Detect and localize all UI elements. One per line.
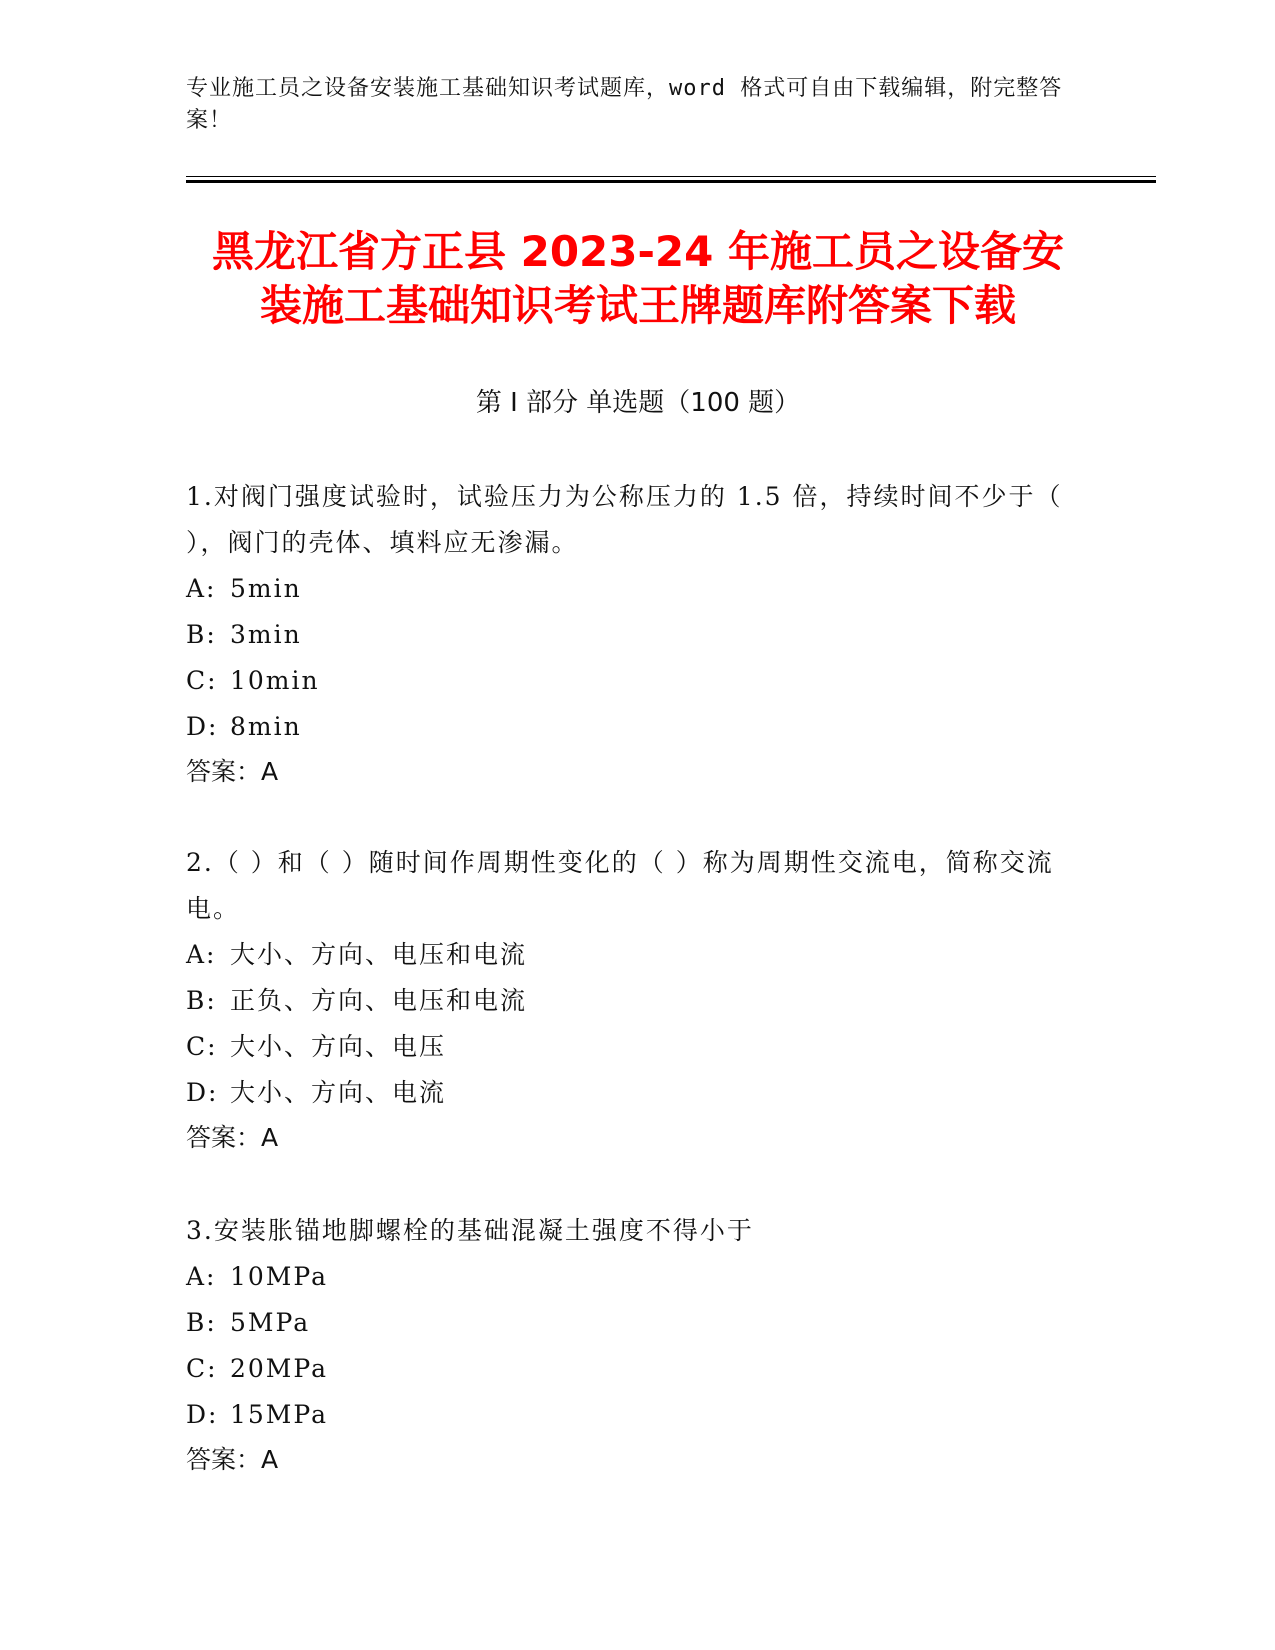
title-line-2: 装施工基础知识考试王牌题库附答案下载: [259, 281, 1016, 330]
option-a: [186, 1254, 1086, 1300]
option-a: [186, 566, 1086, 612]
question-1: [186, 474, 1086, 794]
option-letter: A:: [186, 574, 217, 603]
answer-line: 答案：A: [186, 1123, 279, 1152]
option-c: [186, 658, 1086, 704]
option-letter: C:: [186, 666, 218, 695]
option-letter: C:: [186, 1354, 218, 1383]
option-d: [186, 1392, 1086, 1438]
question-stem: 2.（ ）和（ ）随时间作周期性变化的（ ）称为周期性交流电，简称交流电。: [186, 848, 1054, 923]
question-2: [186, 840, 1086, 1160]
option-letter: A:: [186, 1262, 217, 1291]
option-b: [186, 978, 1086, 1024]
option-text: 3min: [230, 620, 302, 649]
title-line-1: 黑龙江省方正县 2023-24 年施工员之设备安: [211, 227, 1065, 276]
option-letter: B:: [186, 1308, 217, 1337]
option-a: [186, 932, 1086, 978]
option-text: 10MPa: [230, 1262, 329, 1291]
question-stem: 1.对阀门强度试验时，试验压力为公称压力的 1.5 倍，持续时间不少于（ ），阀门的壳体、填料应无渗漏。: [186, 482, 1063, 557]
question-stem: 3.安装胀锚地脚螺栓的基础混凝土强度不得小于: [186, 1216, 754, 1245]
option-text: 正负、方向、电压和电流: [230, 986, 528, 1015]
option-text: 大小、方向、电压和电流: [230, 940, 528, 969]
option-letter: C:: [186, 1032, 218, 1061]
option-letter: B:: [186, 986, 217, 1015]
option-text: 大小、方向、电压: [230, 1032, 447, 1061]
option-c: [186, 1346, 1086, 1392]
option-text: 15MPa: [230, 1400, 329, 1429]
option-text: 5min: [230, 574, 302, 603]
option-letter: B:: [186, 620, 217, 649]
option-text: 大小、方向、电流: [230, 1078, 447, 1107]
option-b: [186, 1300, 1086, 1346]
document-title: [186, 225, 1090, 333]
header-divider-thin: [186, 176, 1156, 177]
option-text: 5MPa: [230, 1308, 311, 1337]
option-letter: D:: [186, 1400, 219, 1429]
option-c: [186, 1024, 1086, 1070]
option-letter: D:: [186, 1078, 219, 1107]
question-3: [186, 1208, 1086, 1482]
option-text: 10min: [230, 666, 320, 695]
option-letter: A:: [186, 940, 217, 969]
header-note: 专业施工员之设备安装施工基础知识考试题库，word 格式可自由下载编辑，附完整答案！: [186, 76, 1063, 133]
option-text: 20MPa: [230, 1354, 329, 1383]
option-d: [186, 704, 1086, 750]
option-d: [186, 1070, 1086, 1116]
option-b: [186, 612, 1086, 658]
header-divider-thick: [186, 180, 1156, 183]
option-letter: D:: [186, 712, 219, 741]
option-text: 8min: [230, 712, 302, 741]
answer-line: 答案：A: [186, 757, 279, 786]
section-heading: 第 I 部分 单选题（100 题）: [475, 388, 801, 418]
answer-line: 答案：A: [186, 1445, 279, 1474]
